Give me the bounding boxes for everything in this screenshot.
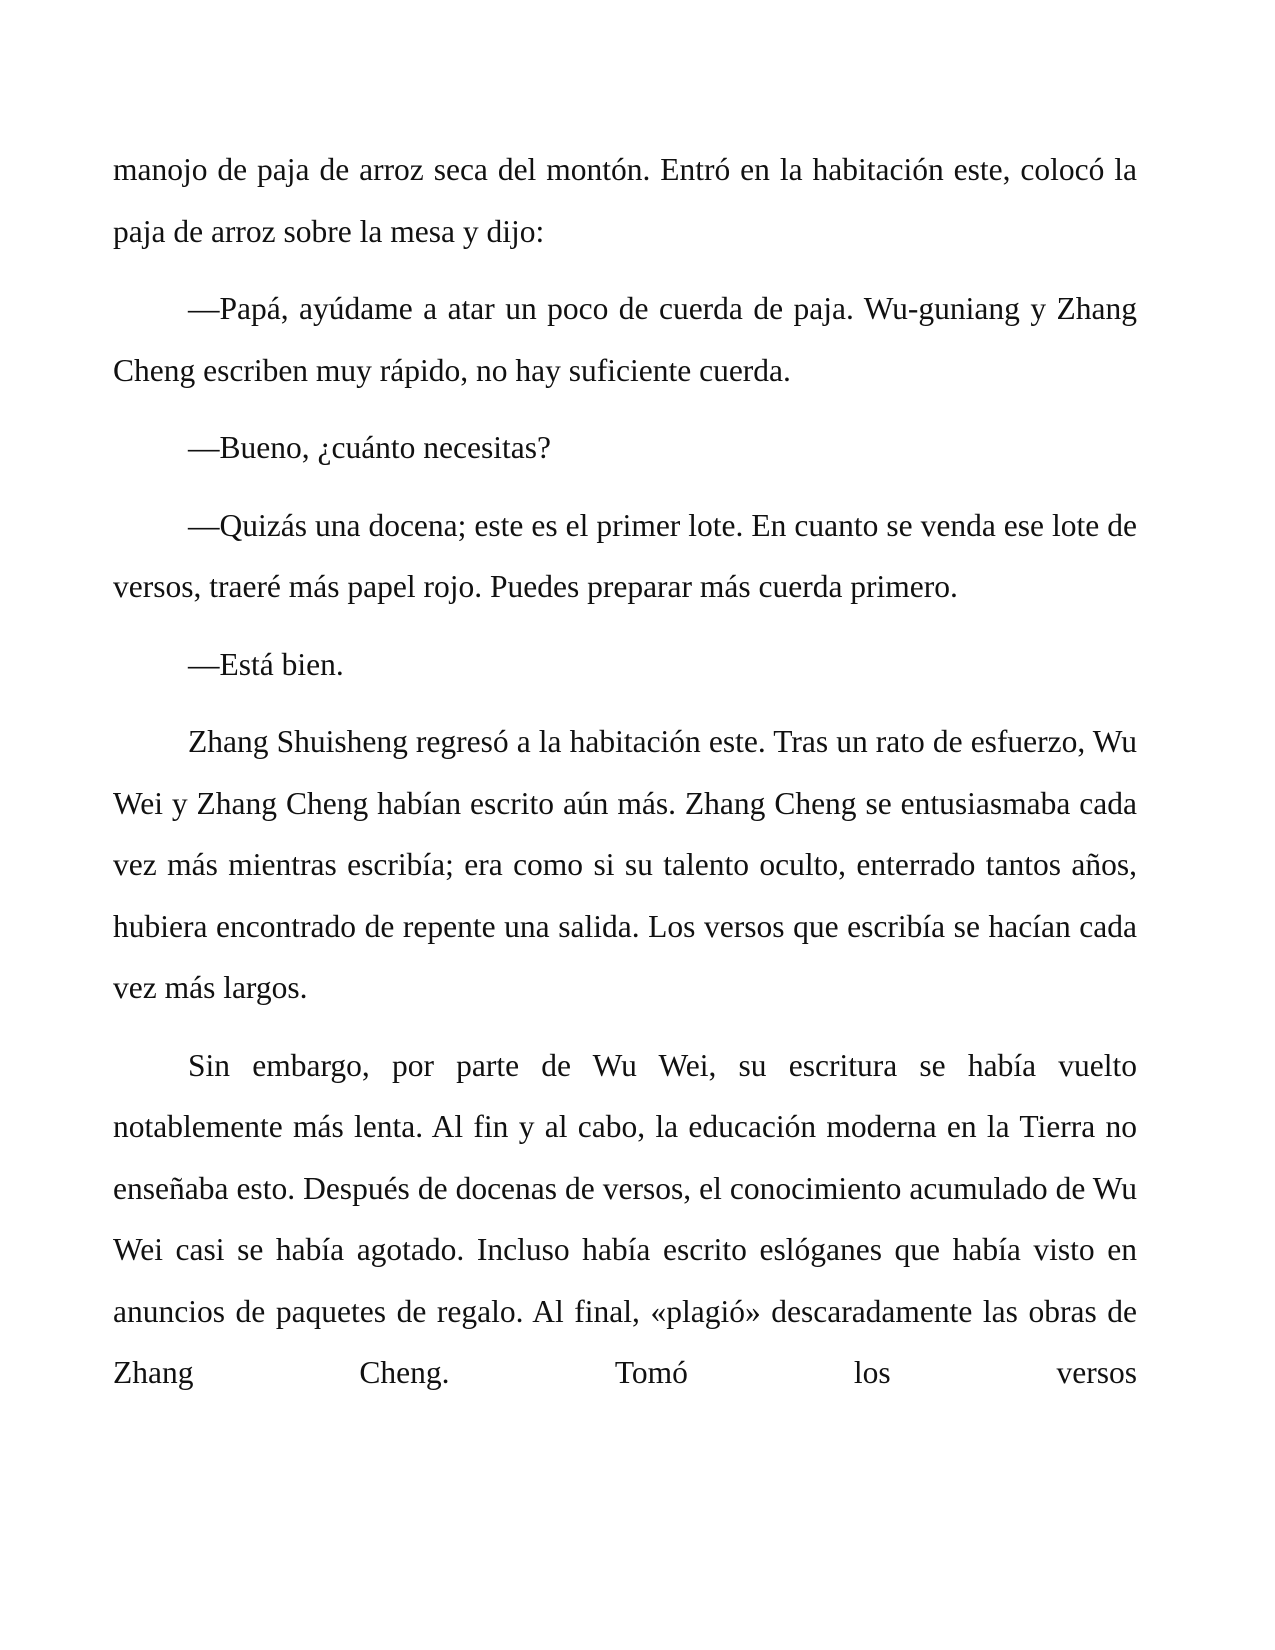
document-body — [113, 139, 1137, 1420]
paragraph-wu-wei: Sin embargo, por parte de Wu Wei, su escritura se había vuelto notablemente más lenta. Al fin y al cabo, la educación moderna en la Tierra no enseñaba esto. Después de docenas de versos, el conocimiento acumulado de Wu Wei casi se había agotado. Incluso había escrito eslóganes que había visto en anuncios de paquetes de regalo. Al final, «plagió» descaradamente las obras de Zhang Cheng. Tomó los versos — [113, 1047, 1137, 1390]
paragraph-zhang-shuisheng: Zhang Shuisheng regresó a la habitación este. Tras un rato de esfuerzo, Wu Wei y Zhang Cheng habían escrito aún más. Zhang Cheng se entusiasmaba cada vez más mientras escribía; era como si su talento oculto, enterrado tantos años, hubiera encontrado de repente una salida. Los versos que escribía se hacían cada vez más largos. — [113, 724, 1137, 1005]
paragraph-dialogue-esta-bien: —Está bien. — [188, 646, 344, 682]
paragraph-dialogue-quizas: —Quizás una docena; este es el primer lote. En cuanto se venda ese lote de versos, traeré más papel rojo. Puedes preparar más cuerda primero. — [113, 507, 1137, 604]
paragraph-continuation: manojo de paja de arroz seca del montón. Entró en la habitación este, colocó la paja de arroz sobre la mesa y dijo: — [113, 152, 1137, 249]
paragraph-dialogue-bueno: —Bueno, ¿cuánto necesitas? — [188, 430, 551, 465]
paragraph-dialogue-papa: —Papá, ayúdame a atar un poco de cuerda de paja. Wu-guniang y Zhang Cheng escriben muy rápido, no hay suficiente cuerda. — [113, 291, 1137, 388]
